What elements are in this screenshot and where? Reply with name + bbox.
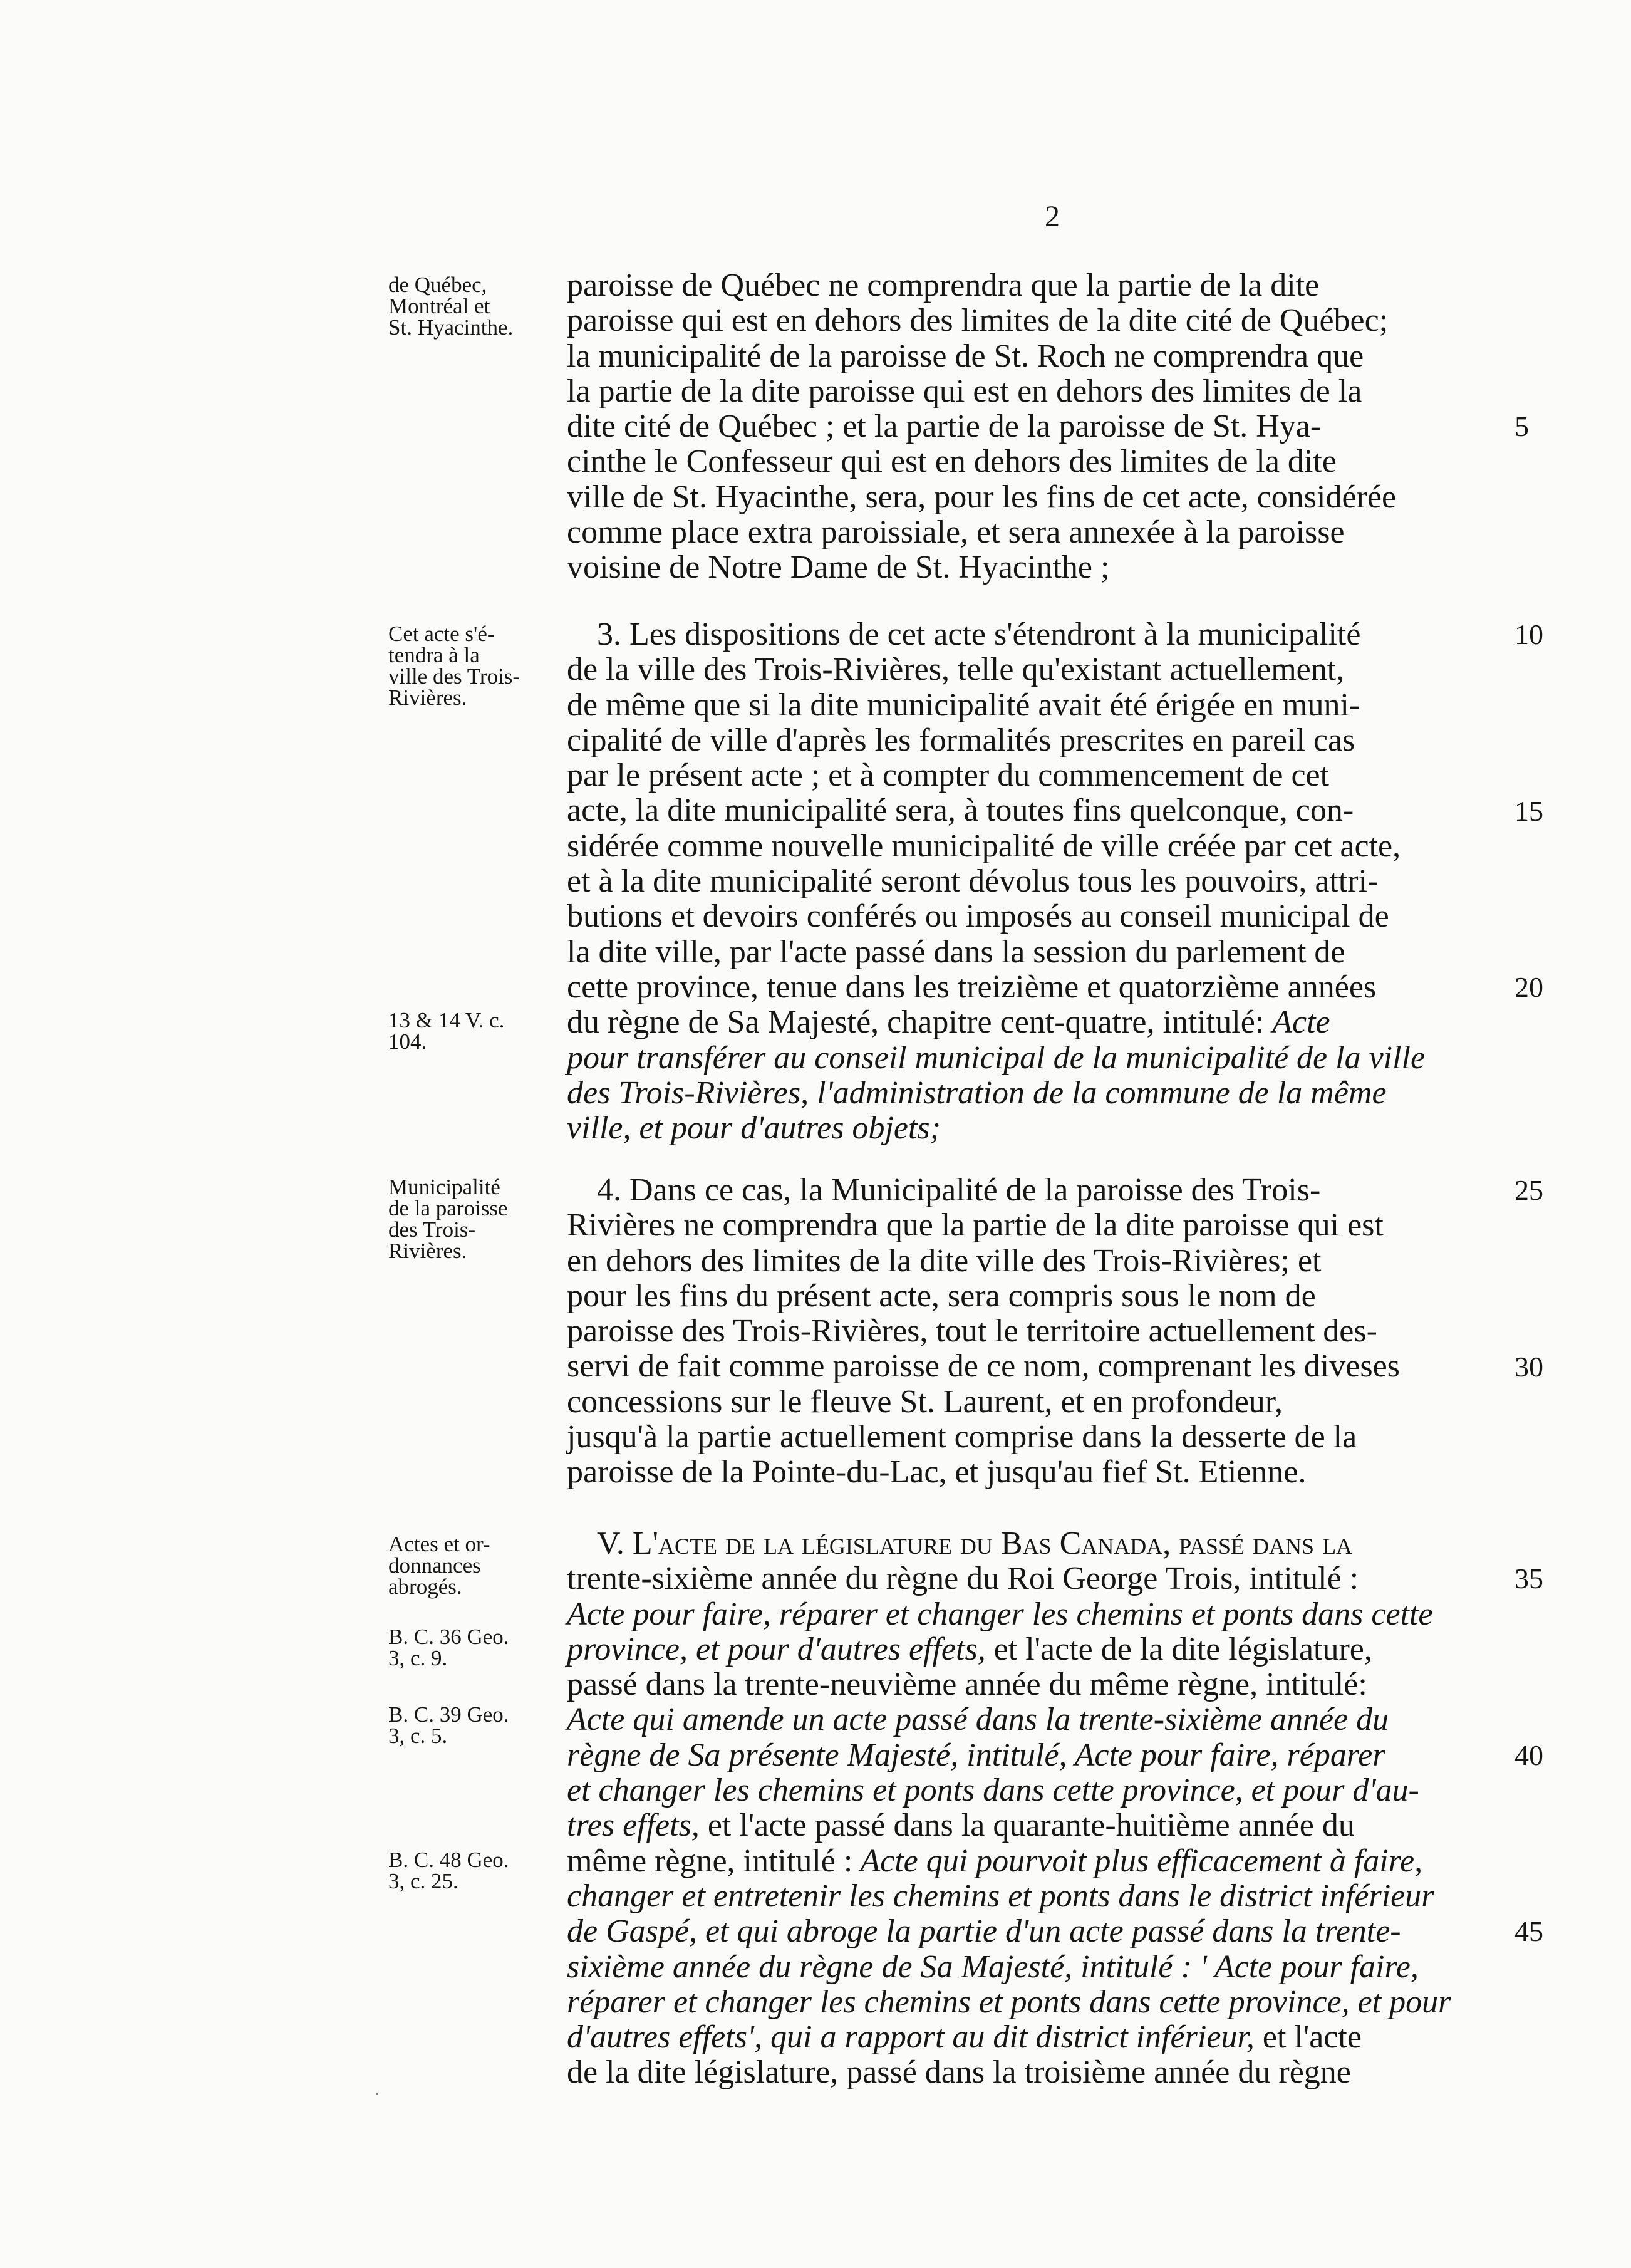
paragraph-section-4: 4. Dans ce cas, la Municipalité de la paroisse des Trois- Rivières ne comprendra que la partie de la dite paroisse qui est en dehors des limites de la dite ville des Trois-Rivières; et pour les fins du présent acte, sera compris sous le nom de paroisse des Trois-Rivières, tout le territoire actuellement des- servi de fait comme paroisse de ce nom, comprenant les diveses concessions sur le fleuve St. Laurent, et en profondeur, jusqu'à la partie actuellement comprise dans la desserte de la paroisse de la Pointe-du-Lac, et jusqu'au fief St. Etienne. <box>567 1172 1400 1490</box>
line-number-5: 5 <box>1514 410 1529 442</box>
margin-note-bc-36-geo: B. C. 36 Geo. 3, c. 9. <box>388 1625 509 1670</box>
margin-note-paroisse-trois-rivieres: Municipalité de la paroisse des Trois- Rivières. <box>388 1175 508 1263</box>
line-number-25: 25 <box>1514 1174 1543 1206</box>
line-number-35: 35 <box>1514 1563 1543 1594</box>
line-number-15: 15 <box>1514 795 1543 827</box>
page-number: 2 <box>1045 200 1060 233</box>
line-number-45: 45 <box>1514 1915 1543 1947</box>
line-number-30: 30 <box>1514 1351 1543 1383</box>
margin-note-bc-39-geo: B. C. 39 Geo. 3, c. 5. <box>388 1702 509 1748</box>
paragraph-section-3: 3. Les dispositions de cet acte s'étendront à la municipalité de la ville des Trois-Rivières, telle qu'existant actuellement, de même que si la dite municipalité avait été érigée en muni- cipalité de ville d'après les formalités prescrites en pareil cas par le présent acte ; et à compter du commencement de cet acte, la dite municipalité sera, à toutes fins quelconque, con- sidérée comme nouvelle municipalité de ville créée par cet acte, et à la dite municipalité seront dévolus tous les pouvoirs, attri- butions et devoirs conférés ou imposés au conseil municipal de la dite ville, par l'acte passé dans la session du parlement de cette province, tenue dans les treizième et quatorzième années du règne de Sa Majesté, chapitre cent-quatre, intitulé: Acte pour transférer au conseil municipal de la municipalité de la ville des Trois-Rivières, l'administration de la commune de la même ville, et pour d'autres objets; <box>567 616 1426 1147</box>
paragraph-quebec: paroisse de Québec ne comprendra que la partie de la dite paroisse qui est en dehors des limites de la dite cité de Québec; la municipalité de la paroisse de St. Roch ne comprendra que la partie de la dite paroisse qui est en dehors des limites de la dite cité de Québec ; et la partie de la paroisse de St. Hya- cinthe le Confesseur qui est en dehors des limites de la dite ville de St. Hyacinthe, sera, pour les fins de cet acte, considérée comme place extra paroissiale, et sera annexée à la paroisse voisine de Notre Dame de St. Hyacinthe ; <box>567 268 1397 586</box>
line-number-20: 20 <box>1514 971 1543 1003</box>
ink-speck <box>376 2093 378 2095</box>
margin-note-actes-abroges: Actes et or- donnances abrogés. <box>388 1532 490 1599</box>
line-number-40: 40 <box>1514 1739 1543 1771</box>
margin-note-bc-48-geo: B. C. 48 Geo. 3, c. 25. <box>388 1848 509 1893</box>
margin-note-quebec: de Québec, Montréal et St. Hyacinthe. <box>388 273 514 340</box>
line-number-10: 10 <box>1514 618 1543 650</box>
margin-note-13-14-v: 13 & 14 V. c. 104. <box>388 1008 505 1054</box>
margin-note-ville-trois-rivieres: Cet acte s'é- tendra à la ville des Trois- Rivières. <box>388 622 520 710</box>
paragraph-section-v: V. L'acte de la législature du Bas Canada, passé dans la trente-sixième année du règne du Roi George Trois, intitulé : Acte pour faire, réparer et changer les chemins et ponts dans cette province, et pour d'autres effets, et l'acte de la dite législature, passé dans la trente-neuvième année du même règne, intitulé: Acte qui amende un acte passé dans la trente-sixième année du règne de Sa présente Majesté, intitulé, Acte pour faire, réparer et changer les chemins et ponts dans cette province, et pour d'au- tres effets, et l'acte passé dans la quarante-huitième année du même règne, intitulé : Acte qui pourvoit plus efficacement à faire, changer et entretenir les chemins et ponts dans le district inférieur de Gaspé, et qui abroge la partie d'un acte passé dans la trente- sixième année du règne de Sa Majesté, intitulé : ' Acte pour faire, réparer et changer les chemins et ponts dans cette province, et pour d'autres effets', qui a rapport au dit district inférieur, et l'acte de la dite législature, passé dans la troisième année du règne <box>567 1526 1451 2091</box>
